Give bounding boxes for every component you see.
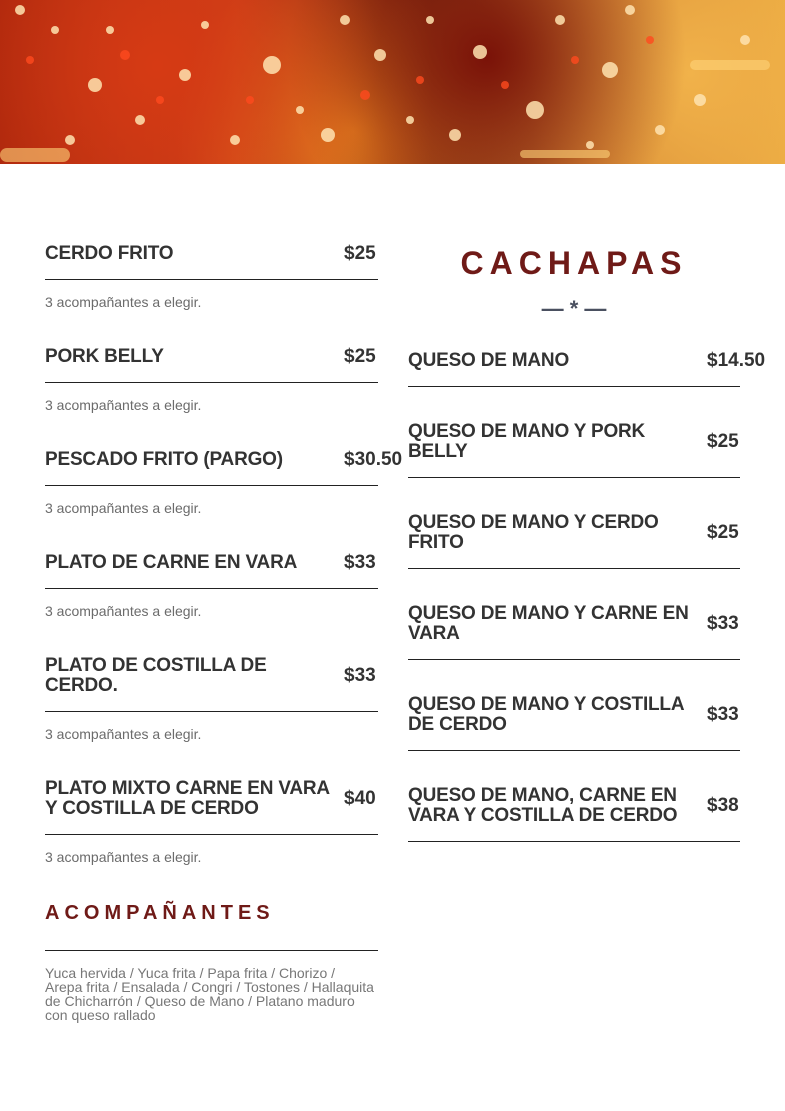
item-price: $33 — [344, 552, 376, 573]
item-price: $40 — [344, 788, 376, 809]
item-price: $14.50 — [707, 350, 766, 371]
divider — [408, 477, 740, 478]
item-name: PORK BELLY — [45, 346, 164, 367]
cachapas-title: CACHAPAS — [460, 245, 688, 281]
item-price: $33 — [344, 665, 376, 686]
divider — [45, 711, 378, 712]
item-name: QUESO DE MANO, CARNE EN VARA Y COSTILLA DE CERDO — [408, 785, 678, 826]
item-name: PLATO DE CARNE EN VARA — [45, 552, 298, 573]
item-price: $30.50 — [344, 449, 403, 470]
item-price: $25 — [344, 243, 376, 264]
item-name: PLATO MIXTO CARNE EN VARA Y COSTILLA DE CERDO — [45, 778, 330, 819]
item-description: 3 acompañantes a elegir. — [45, 500, 202, 516]
item-name: PESCADO FRITO (PARGO) — [45, 449, 283, 470]
divider — [45, 382, 378, 383]
acompanantes-title: ACOMPAÑANTES — [45, 902, 275, 924]
item-price: $38 — [707, 795, 739, 816]
divider — [45, 485, 378, 486]
divider — [408, 659, 740, 660]
item-price: $25 — [707, 522, 739, 543]
item-name: QUESO DE MANO Y COSTILLA DE CERDO — [408, 694, 684, 735]
acompanantes-list: Yuca hervida / Yuca frita / Papa frita / Chorizo / Arepa frita / Ensalada / Congri / Tostones / Hallaquita de Chicharrón / Queso de Mano / Platano maduro con queso rallado — [45, 965, 374, 1023]
item-name: QUESO DE MANO — [408, 350, 570, 371]
item-name: PLATO DE COSTILLA DE CERDO. — [45, 655, 267, 696]
item-price: $33 — [707, 613, 739, 634]
item-description: 3 acompañantes a elegir. — [45, 849, 202, 865]
divider — [45, 834, 378, 835]
divider — [408, 750, 740, 751]
item-description: 3 acompañantes a elegir. — [45, 397, 202, 413]
hero-bokeh-dots — [0, 0, 785, 164]
divider — [45, 588, 378, 589]
item-name: QUESO DE MANO Y CERDO FRITO — [408, 512, 659, 553]
item-name: QUESO DE MANO Y CARNE EN VARA — [408, 603, 689, 644]
divider — [408, 386, 740, 387]
item-price: $25 — [707, 431, 739, 452]
acompanantes-divider — [45, 950, 378, 951]
item-description: 3 acompañantes a elegir. — [45, 726, 202, 742]
item-description: 3 acompañantes a elegir. — [45, 294, 202, 310]
item-description: 3 acompañantes a elegir. — [45, 603, 202, 619]
item-price: $33 — [707, 704, 739, 725]
item-name: CERDO FRITO — [45, 243, 174, 264]
item-price: $25 — [344, 346, 376, 367]
hero-food-image — [0, 0, 785, 164]
divider — [408, 568, 740, 569]
divider — [45, 279, 378, 280]
asterisk-ornament-icon: — * — — [541, 296, 607, 321]
item-name: QUESO DE MANO Y PORK BELLY — [408, 421, 646, 462]
divider — [408, 841, 740, 842]
